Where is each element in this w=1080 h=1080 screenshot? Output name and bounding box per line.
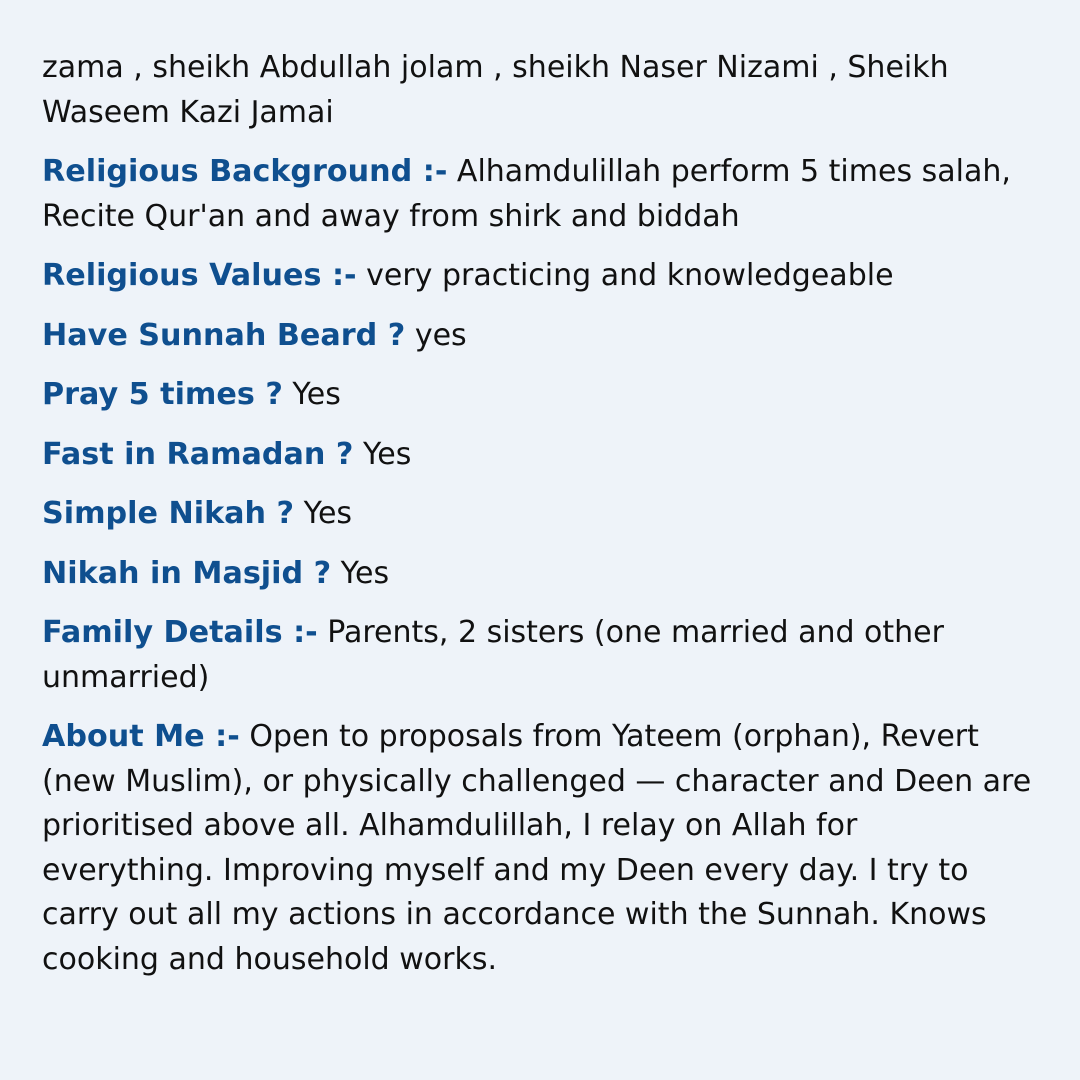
fast-ramadan-row <box>42 433 1038 478</box>
sunnah-beard-value: yes <box>414 317 467 353</box>
nikah-masjid-label: Nikah in Masjid ? <box>42 555 332 591</box>
about-me-row <box>42 715 1038 982</box>
about-me-value: Open to proposals from Yateem (orphan), Revert (new Muslim), or physically challenged — character and Deen are prioritised above all. Alhamdulillah, I relay on Allah for everything. Improving myself and my Deen every day. I try to carry out all my actions in accordance with the Sunnah. Knows cooking and household works. <box>42 719 1032 977</box>
religious-background-row <box>42 150 1038 239</box>
simple-nikah-label: Simple Nikah ? <box>42 496 295 531</box>
religious-background-label: Religious Background :- <box>42 154 448 189</box>
religious-values-value: very practicing and knowledgeable <box>366 258 894 293</box>
about-me-label: About Me :- <box>42 719 240 754</box>
sunnah-beard-row <box>42 314 1038 359</box>
family-details-value: Parents, 2 sisters (one married and other unmarried) <box>42 615 944 695</box>
pray-five-times-label: Pray 5 times ? <box>42 377 283 412</box>
simple-nikah-row <box>42 492 1038 537</box>
fast-ramadan-label: Fast in Ramadan ? <box>42 436 354 472</box>
nikah-masjid-value: Yes <box>340 555 390 591</box>
fast-ramadan-value: Yes <box>362 436 412 472</box>
pray-five-times-row <box>42 373 1038 418</box>
continuation-text: zama , sheikh Abdullah jolam , sheikh Naser Nizami , Sheikh Waseem Kazi Jamai <box>42 50 949 130</box>
religious-values-row <box>42 254 1038 299</box>
nikah-masjid-row <box>42 552 1038 597</box>
religious-background-value: Alhamdulillah perform 5 times salah, Recite Qur'an and away from shirk and biddah <box>42 154 1011 234</box>
family-details-label: Family Details :- <box>42 615 318 650</box>
simple-nikah-value: Yes <box>303 496 353 531</box>
religious-values-label: Religious Values :- <box>42 258 357 293</box>
family-details-row <box>42 611 1038 700</box>
pray-five-times-value: Yes <box>292 377 341 412</box>
sunnah-beard-label: Have Sunnah Beard ? <box>42 317 406 353</box>
scholars-continuation-text <box>42 46 1038 135</box>
